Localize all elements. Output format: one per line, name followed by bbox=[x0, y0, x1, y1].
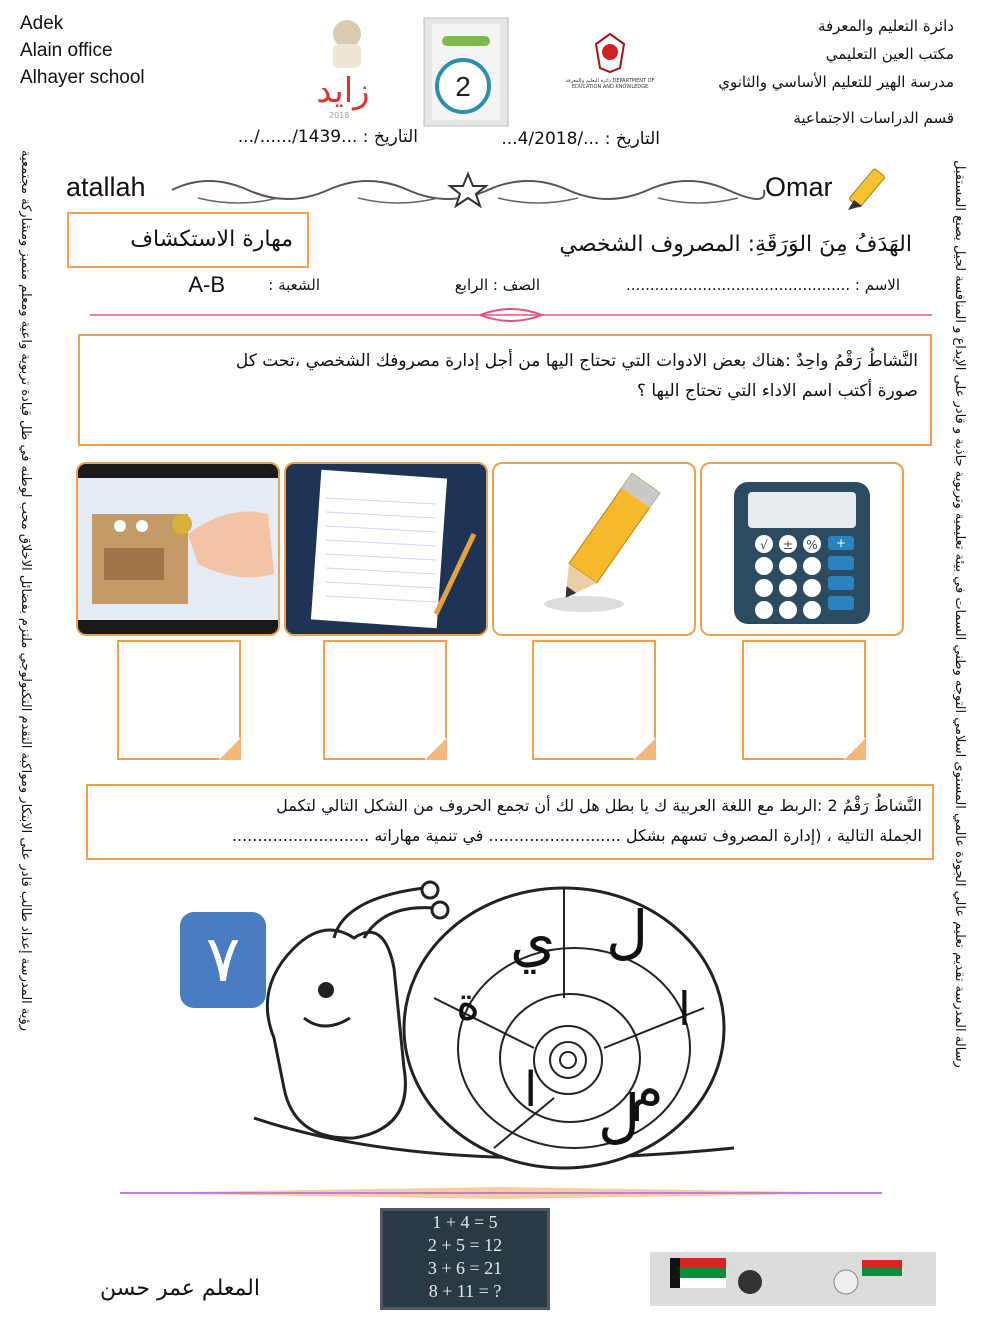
pencil-icon bbox=[840, 160, 900, 220]
ministry-logo bbox=[560, 32, 660, 98]
book-number: 2 bbox=[455, 71, 471, 102]
teacher-signature: المعلم عمر حسن bbox=[99, 1276, 260, 1301]
zayed-logo bbox=[315, 10, 375, 120]
section-value: A-B bbox=[188, 272, 225, 297]
activity-1-line-2: صورة أكتب اسم الاداء التي تحتاج اليها ؟ bbox=[636, 381, 918, 401]
snail-letter-2: ي bbox=[510, 906, 556, 974]
side-mission-text: رسالة المدرسة تقديم تعليم عالي الجودة عالمي المستوى اسلامي التوجه وطني السمات في بيئة تعليمية وتربوية جاذبة و قادر على الإبداع و المنافسة لجيل يصنع المستقبل bbox=[952, 160, 967, 1068]
answer-box-1[interactable] bbox=[742, 640, 866, 760]
student-line bbox=[170, 272, 900, 302]
header-right bbox=[654, 12, 954, 132]
flag-picture bbox=[650, 1252, 936, 1306]
activity-1-line-1: النَّشاطُ رَقْمُ واحِدٌ :هناك بعض الادوات التي تحتاج اليها من أجل إدارة مصروفك الشخصي ،تحت كل bbox=[235, 351, 918, 371]
pencil-icon bbox=[494, 464, 694, 634]
skill-label: مهارة الاستكشاف bbox=[130, 227, 293, 252]
activity-2-line-2: الجملة التالية ، (إدارة المصروف تسهم بشكل .......................... في تنمية مهاراته ........................... bbox=[231, 826, 922, 845]
org-line: Adek bbox=[20, 13, 64, 34]
snail-letter-5: م bbox=[630, 1058, 664, 1121]
svg-text:2018: 2018 bbox=[329, 111, 350, 120]
name-right: Omar bbox=[765, 172, 833, 202]
chalk-line-4: 8 + 11 = ? bbox=[428, 1281, 502, 1301]
header-left bbox=[20, 10, 145, 91]
svg-text:±: ± bbox=[782, 538, 794, 552]
chalk-line-3: 3 + 6 = 21 bbox=[427, 1258, 503, 1278]
office-line-ar: مكتب العين التعليمي bbox=[825, 45, 954, 63]
snail-letter-3: ة bbox=[456, 976, 481, 1030]
ornament-divider bbox=[168, 168, 768, 212]
money-box-image bbox=[76, 462, 280, 636]
calculator-icon bbox=[702, 464, 902, 634]
money-box-icon bbox=[78, 464, 278, 634]
activity-2-box bbox=[86, 784, 934, 860]
svg-text:√: √ bbox=[760, 538, 768, 552]
school-line: Alhayer school bbox=[20, 67, 145, 88]
decorative-rule bbox=[90, 305, 932, 325]
snail-letter-6: ل bbox=[598, 1082, 641, 1150]
skill-box bbox=[67, 212, 309, 268]
decorative-divider bbox=[120, 1184, 882, 1196]
side-vision-text: رؤية المدرسة إعداد طالب قادر على الابتكار ومواكبة التقدم التكنولوجي ملتزم بفضائل الاخلاق محب لوطنه في ظل قيادة تربوية واعية ومعلم متميز ومشاركة مجتمعية bbox=[18, 150, 33, 1032]
activity-1-box bbox=[78, 334, 932, 446]
svg-text:%: % bbox=[806, 538, 818, 552]
section-label: الشعبة : bbox=[268, 276, 320, 294]
badge-digit: ٧ bbox=[205, 923, 241, 997]
snail-drawing bbox=[234, 878, 744, 1178]
section-line-ar: قسم الدراسات الاجتماعية bbox=[793, 109, 954, 127]
snail-letter-1: ل bbox=[606, 898, 649, 966]
dept-line: دائرة التعليم والمعرفة bbox=[817, 17, 954, 35]
answer-box-2[interactable] bbox=[532, 640, 656, 760]
chalkboard bbox=[380, 1208, 550, 1310]
snail-letter-4: ا bbox=[678, 982, 691, 1036]
objective: الهَدَفُ مِنَ الوَرَقَةِ: المصروف الشخصي bbox=[559, 232, 912, 257]
ministry-caption: دائرة التعليم والمعرفة DEPARTMENT OF EDUCATION AND KNOWLEDGE bbox=[565, 78, 655, 90]
svg-text:زايد: زايد bbox=[316, 71, 370, 111]
name-left: atallah bbox=[66, 172, 146, 202]
notepad-icon bbox=[286, 464, 486, 634]
date-gregorian: التاريخ : .../4/2018... bbox=[501, 129, 660, 149]
date-hijri: التاريخ : ...1439/....../... bbox=[237, 127, 418, 147]
school-line-ar: مدرسة الهير للتعليم الأساسي والثانوي bbox=[718, 73, 954, 91]
pencil-image bbox=[492, 462, 696, 636]
answer-box-3[interactable] bbox=[323, 640, 447, 760]
svg-text:+: + bbox=[835, 536, 847, 550]
name-field[interactable]: الاسم : ............................................... bbox=[626, 276, 900, 294]
grade-field: الصف : الرابع bbox=[454, 276, 540, 294]
chalk-line-1: 1 + 4 = 5 bbox=[432, 1212, 498, 1232]
chalk-line-2: 2 + 5 = 12 bbox=[427, 1235, 503, 1255]
answer-box-4[interactable] bbox=[117, 640, 241, 760]
book-graphic bbox=[418, 14, 518, 130]
office-line: Alain office bbox=[20, 40, 113, 61]
activity-2-line-1: النَّشاطُ رَقْمُ 2 :الربط مع اللغة العربية ك يا بطل هل لك أن تجمع الحروف من الشكل التالي لتكمل bbox=[276, 796, 922, 815]
notepad-image bbox=[284, 462, 488, 636]
snail-letter-7: ا bbox=[524, 1062, 538, 1118]
calculator-image bbox=[700, 462, 904, 636]
